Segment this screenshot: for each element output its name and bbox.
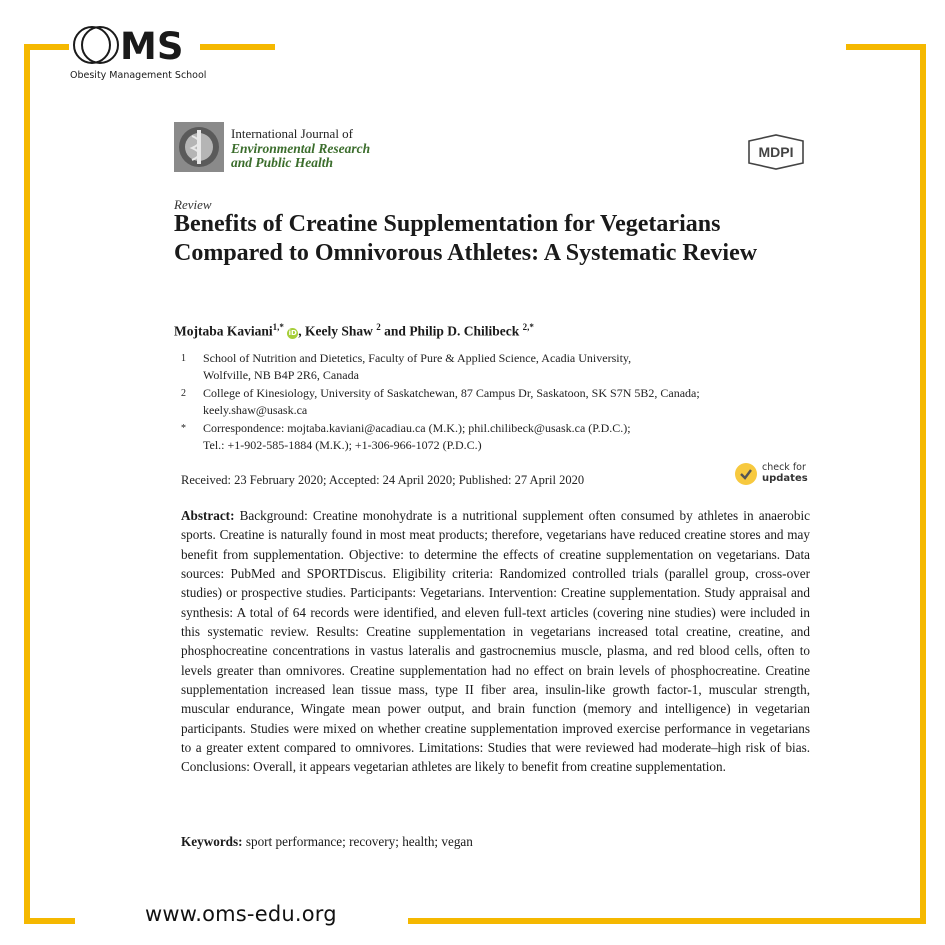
author-list — [174, 322, 534, 340]
abstract — [181, 506, 810, 777]
publication-dates: Received: 23 February 2020; Accepted: 24 April 2020; Published: 27 April 2020 — [181, 473, 585, 487]
abstract-label: Abstract: — [181, 508, 235, 523]
author-2: Keely Shaw — [305, 323, 373, 339]
abstract-text: Background: Creatine monohydrate is a nutritional supplement often consumed by athletes in anaerobic sports. Creatine is naturally found in most meat products; therefore, vegetarians have reduced creatine stores and may benefit from supplementation. Objective: to determine the effects of creatine supplementation on vegetarians. Data sources: PubMed and SPORTDiscus. Eligibility criteria: Randomized controlled trials (parallel group, cross-over studies) or prospective studies. Participants: Vegetarians. Intervention: Creatine supplementation. Study appraisal and synthesis: A total of 64 records were identified, and eleven full-text articles (covering nine studies) were included in this systematic review. Results: Creatine supplementation in vegetarians increased total creatine, creatine, and phosphocreatine concentrations in vastus lateralis and gastrocnemius muscle, plasma, and red blood cells, often to levels greater than omnivores. Creatine supplementation had no effect on brain levels of phosphocreatine. Creatine supplementation increased lean tissue mass, type II fiber area, insulin-like growth factor-1, muscular strength, muscular endurance, Wingate mean power output, and brain function (memory and intelligence) in vegetarian participants. Studies were mixed on whether creatine supplementation improved exercise performance in vegetarians to a greater extent compared to omnivores. Limitations: Studies that were reviewed had moderate–high risk of bias. Conclusions: Overall, it appears vegetarian athletes are likely to benefit from creatine supplementation. — [181, 508, 810, 775]
orcid-icon[interactable]: iD — [288, 328, 297, 337]
affiliation-line: College of Kinesiology, University of Saskatchewan, 87 Campus Dr, Saskatoon, SK S7N 5B2, Canada; — [203, 386, 700, 400]
affiliation-line: Wolfville, NB B4P 2R6, Canada — [203, 368, 359, 382]
author-sep: and — [380, 323, 410, 339]
journal-line2: Environmental Research — [231, 141, 371, 156]
affiliation-line: Tel.: +1-902-585-1884 (M.K.); +1-306-966-1072 (P.D.C.) — [203, 438, 482, 452]
affiliation-2 — [181, 385, 700, 419]
oms-logo-text: MS — [120, 25, 184, 68]
check-updates-icon — [735, 463, 757, 485]
affiliation-mark: 1 — [181, 353, 186, 364]
author-sep: , — [298, 323, 306, 339]
affiliation-1 — [181, 350, 632, 384]
author-3: Philip D. Chilibeck — [409, 323, 520, 339]
keywords-label: Keywords: — [181, 834, 243, 849]
oms-logo — [70, 22, 190, 68]
article-title: Benefits of Creatine Supplementation for Vegetarians Compared to Omnivorous Athletes: A Systematic Review — [174, 211, 758, 266]
publisher-name: MDPI — [758, 144, 794, 160]
frame-bottom-right — [408, 918, 926, 924]
journal-line3: and Public Health — [231, 155, 334, 170]
affiliation-line: Correspondence: mojtaba.kaviani@acadiau.ca (M.K.); phil.chilibeck@usask.ca (P.D.C.); — [203, 421, 631, 435]
author-1: Mojtaba Kaviani — [174, 323, 273, 339]
keywords — [181, 834, 473, 850]
frame-top-right — [846, 44, 926, 50]
brand-subtitle: Obesity Management School — [70, 70, 207, 81]
check-updates-line1: check for — [762, 462, 806, 473]
check-for-updates-badge[interactable] — [735, 461, 815, 491]
affiliation-mark: 2 — [181, 388, 186, 399]
author-3-affil: 2,* — [522, 322, 534, 332]
footer-website[interactable]: www.oms-edu.org — [145, 902, 337, 926]
frame-bottom-left — [24, 918, 75, 924]
affiliation-mark: * — [181, 423, 186, 434]
keywords-text: sport performance; recovery; health; vegan — [245, 834, 473, 849]
article-type: Review — [174, 197, 212, 212]
journal-logo — [174, 122, 224, 172]
author-2-affil: 2 — [376, 322, 381, 332]
correspondence — [181, 420, 631, 454]
check-updates-line2: updates — [762, 473, 808, 484]
affiliation-line: School of Nutrition and Dietetics, Faculty of Pure & Applied Science, Acadia University, — [203, 351, 632, 365]
frame-right — [920, 44, 926, 924]
mdpi-logo — [746, 133, 806, 171]
affiliation-line[interactable]: keely.shaw@usask.ca — [203, 403, 308, 417]
frame-top-left-2 — [200, 44, 275, 50]
frame-top-left-1 — [24, 44, 69, 50]
author-1-affil: 1,* — [272, 322, 284, 332]
journal-line1: International Journal of — [231, 126, 354, 141]
frame-left — [24, 44, 30, 924]
